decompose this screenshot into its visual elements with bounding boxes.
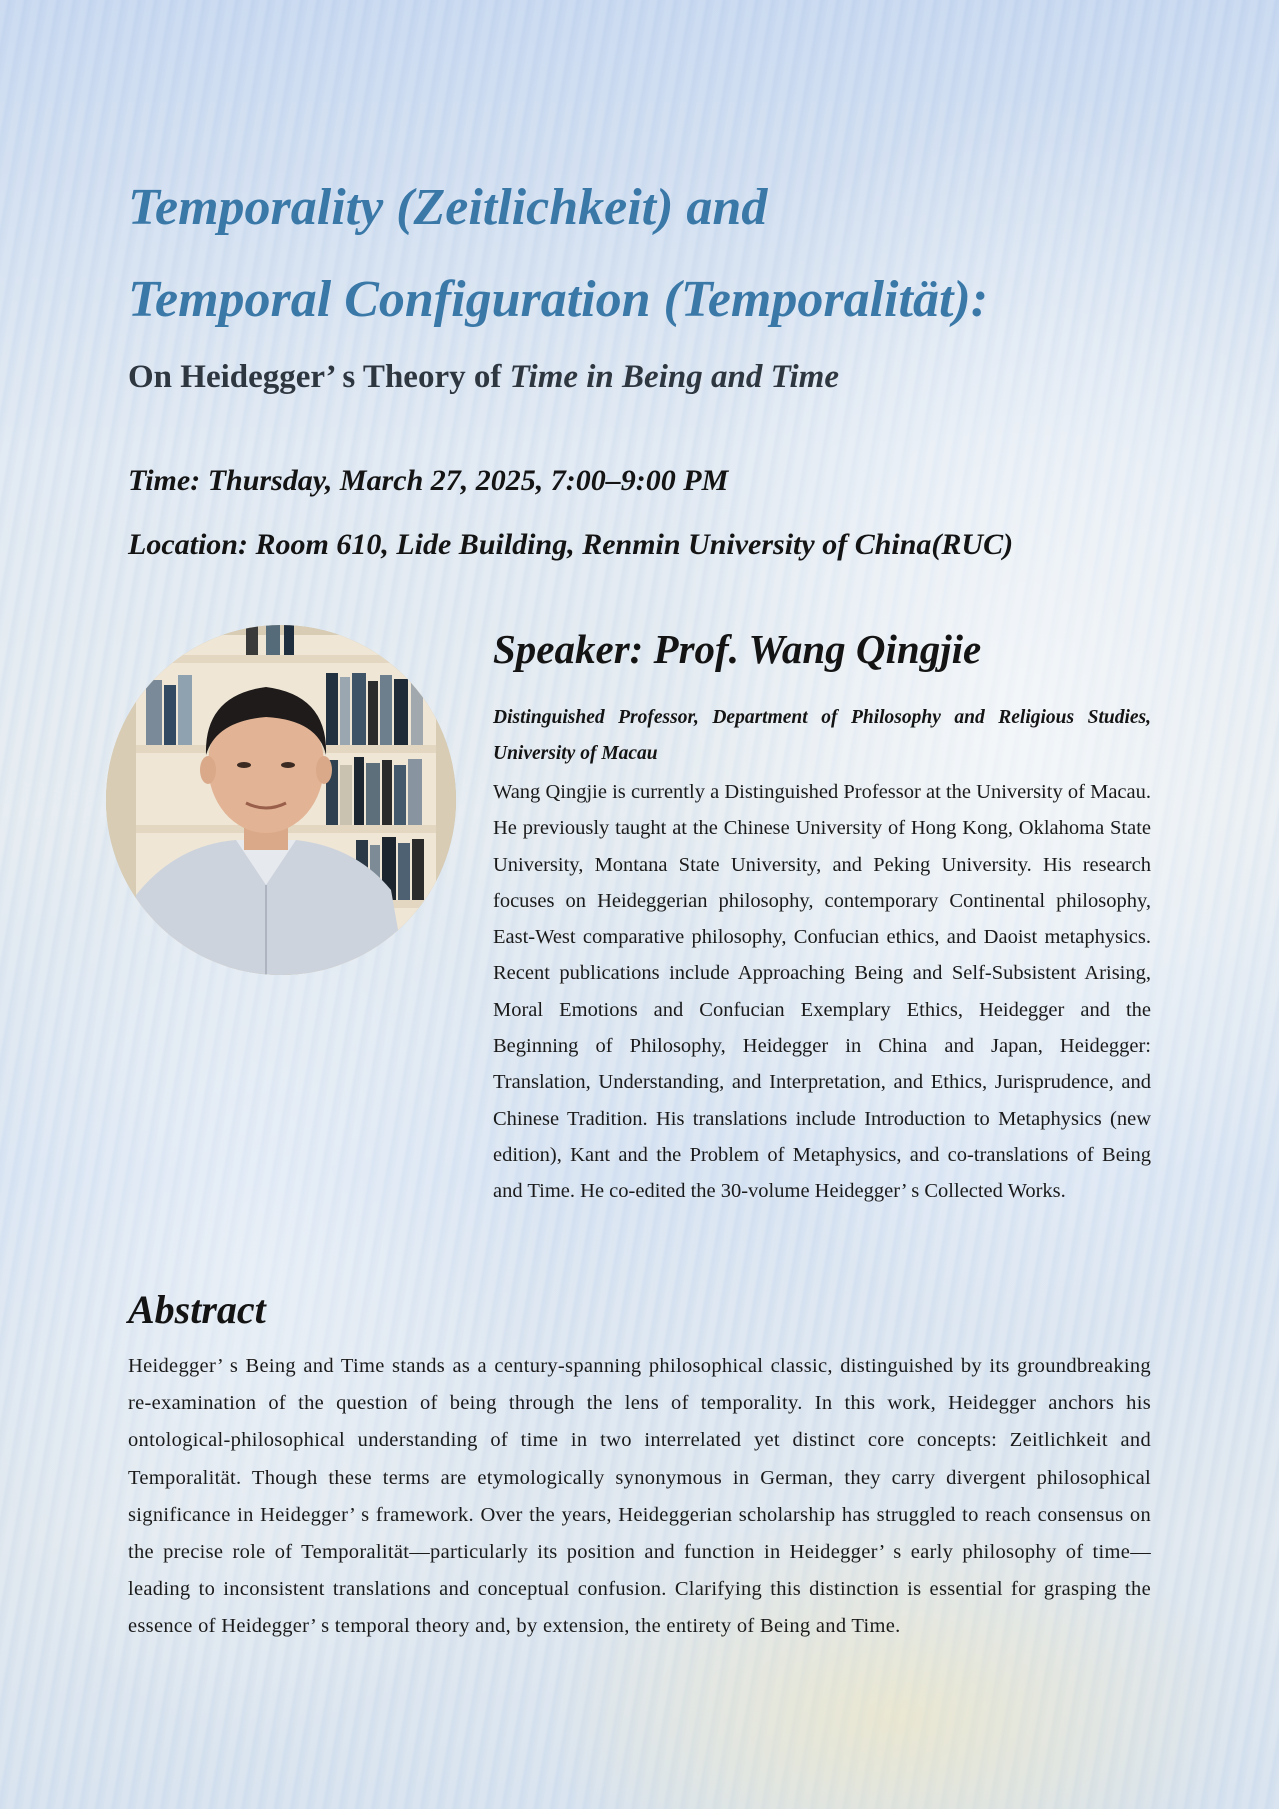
speaker-bio: Wang Qingjie is currently a Distinguished Professor at the University of Macau. He previously taught at the Chinese University of Hong Kong, Oklahoma State University, Montana State University, and Peking University. His research focuses on Heideggerian philosophy, contemporary Continental philosophy, East-West comparative philosophy, Confucian ethics, and Daoist metaphysics. Recent publications include Approaching Being and Self-Subsistent Arising, Moral Emotions and Confucian Exemplary Ethics, Heidegger and the Beginning of Philosophy, Heidegger in China and Japan, Heidegger: Translation, Understanding, and Interpretation, and Ethics, Jurisprudence, and Chinese Tradition. His translations include Introduction to Metaphysics (new edition), Kant and the Problem of Metaphysics, and co-translations of Being and Time. He co-edited the 30-volume Heidegger’ s Collected Works. bbox=[493, 781, 1151, 1203]
speaker-photo bbox=[106, 625, 456, 975]
abstract-heading: Abstract bbox=[128, 1287, 266, 1332]
speaker-portrait-image bbox=[106, 625, 456, 975]
speaker-position: Distinguished Professor, Department of Philosophy and Religious Studies, University of Macau bbox=[493, 707, 1151, 764]
title-line-2: Temporal Configuration (Temporalität): bbox=[128, 271, 989, 328]
lecture-title bbox=[128, 162, 1148, 346]
speaker-name: Speaker: Prof. Wang Qingjie bbox=[493, 626, 982, 672]
abstract-body: Heidegger’ s Being and Time stands as a century-spanning philosophical classic, distinguished by its groundbreaking re-examination of the question of being through the lens of temporality. In this work, Heidegger anchors his ontological-philosophical understanding of time in two interrelated yet distinct core concepts: Zeitlichkeit and Temporalität. Though these terms are etymologically synonymous in German, they carry divergent philosophical significance in Heidegger’ s framework. Over the years, Heideggerian scholarship has struggled to reach consensus on the precise role of Temporalität—particularly its position and function in Heidegger’ s early philosophy of time—leading to inconsistent translations and conceptual confusion. Clarifying this distinction is essential for grasping the essence of Heidegger’ s temporal theory and, by extension, the entirety of Being and Time. bbox=[128, 1355, 1151, 1638]
subtitle-italic: Time in Being and Time bbox=[509, 359, 839, 395]
subtitle-prefix: On Heidegger’ s Theory of bbox=[128, 359, 510, 395]
lecture-subtitle bbox=[128, 354, 1178, 400]
title-line-1: Temporality (Zeitlichkeit) and bbox=[128, 179, 768, 236]
event-location: Location: Room 610, Lide Building, Renmin University of China(RUC) bbox=[128, 528, 1014, 561]
event-time: Time: Thursday, March 27, 2025, 7:00–9:00 PM bbox=[128, 464, 729, 497]
